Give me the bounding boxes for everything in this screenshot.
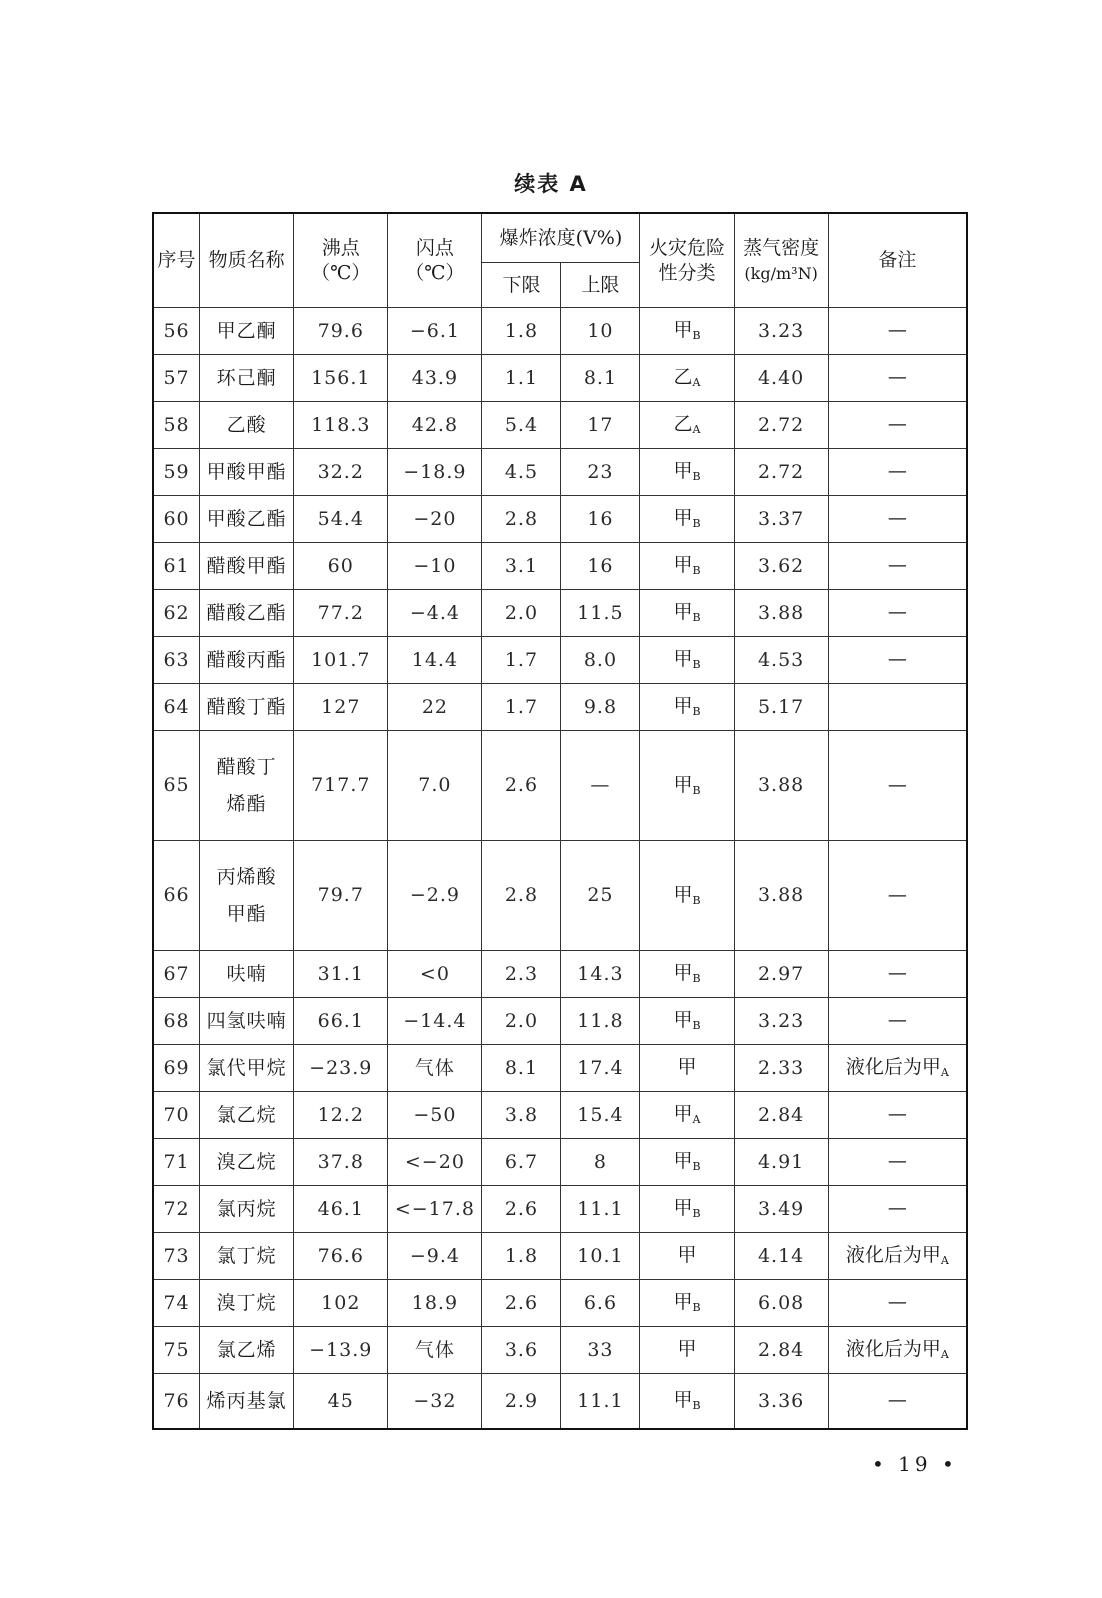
cell-name: 呋喃 xyxy=(200,951,294,998)
header-note: 备注 xyxy=(828,213,967,308)
cell-upper: 11.5 xyxy=(561,590,640,637)
cell-upper: 10 xyxy=(561,308,640,355)
cell-vapor: 3.88 xyxy=(734,731,828,841)
cell-name: 醋酸丙酯 xyxy=(200,637,294,684)
cell-vapor: 2.84 xyxy=(734,1092,828,1139)
header-explosion: 爆炸浓度(V%) xyxy=(482,213,640,263)
cell-flash: 气体 xyxy=(388,1327,482,1374)
note-text: — xyxy=(887,883,907,906)
fire-class-main: 甲 xyxy=(673,1009,693,1032)
cell-boil: 127 xyxy=(294,684,388,731)
note-sub: A xyxy=(940,1254,949,1268)
cell-note xyxy=(828,1045,967,1092)
cell-flash: −9.4 xyxy=(388,1233,482,1280)
table-row xyxy=(153,684,967,731)
cell-name-line: 甲酯 xyxy=(226,902,267,925)
cell-note xyxy=(828,449,967,496)
table-row xyxy=(153,449,967,496)
table-row xyxy=(153,998,967,1045)
cell-flash: −6.1 xyxy=(388,308,482,355)
table-row xyxy=(153,637,967,684)
cell-vapor: 3.88 xyxy=(734,590,828,637)
table-row xyxy=(153,1374,967,1430)
cell-boil: 102 xyxy=(294,1280,388,1327)
note-text: — xyxy=(887,507,907,530)
note-text: — xyxy=(887,601,907,624)
fire-class-sub: B xyxy=(692,783,701,797)
cell-no: 68 xyxy=(153,998,200,1045)
cell-note xyxy=(828,841,967,951)
cell-upper: 11.1 xyxy=(561,1186,640,1233)
cell-name: 醋酸乙酯 xyxy=(200,590,294,637)
cell-flash: <−20 xyxy=(388,1139,482,1186)
cell-no: 58 xyxy=(153,402,200,449)
cell-upper: 8.1 xyxy=(561,355,640,402)
cell-lower: 2.6 xyxy=(482,1280,561,1327)
note-text: — xyxy=(887,1291,907,1314)
note-text: — xyxy=(887,1150,907,1173)
table-row xyxy=(153,731,967,841)
cell-vapor: 3.49 xyxy=(734,1186,828,1233)
cell-flash: 18.9 xyxy=(388,1280,482,1327)
cell-fire-class xyxy=(640,1045,734,1092)
cell-fire-class xyxy=(640,308,734,355)
fire-class-main: 乙 xyxy=(673,413,693,436)
note-text: — xyxy=(887,460,907,483)
header-flash-unit: （℃） xyxy=(405,261,465,284)
cell-vapor: 2.72 xyxy=(734,402,828,449)
header-boil xyxy=(294,213,388,308)
cell-flash: 22 xyxy=(388,684,482,731)
fire-class-main: 甲 xyxy=(673,554,693,577)
cell-flash: −2.9 xyxy=(388,841,482,951)
note-text: — xyxy=(887,1389,907,1412)
cell-fire-class xyxy=(640,590,734,637)
header-boil-unit: （℃） xyxy=(311,261,371,284)
cell-no: 59 xyxy=(153,449,200,496)
cell-upper: 14.3 xyxy=(561,951,640,998)
fire-class-sub: B xyxy=(692,611,701,625)
header-flash xyxy=(388,213,482,308)
fire-class-main: 乙 xyxy=(673,366,693,389)
cell-note xyxy=(828,684,967,731)
cell-no: 65 xyxy=(153,731,200,841)
cell-flash: 43.9 xyxy=(388,355,482,402)
cell-flash: −32 xyxy=(388,1374,482,1430)
cell-lower: 1.7 xyxy=(482,637,561,684)
cell-vapor: 3.37 xyxy=(734,496,828,543)
fire-class-main: 甲 xyxy=(677,1338,697,1361)
note-text: 液化后为甲 xyxy=(845,1338,941,1361)
cell-lower: 2.0 xyxy=(482,998,561,1045)
cell-note xyxy=(828,731,967,841)
header-boil-label: 沸点 xyxy=(321,236,360,259)
cell-boil: 77.2 xyxy=(294,590,388,637)
cell-no: 75 xyxy=(153,1327,200,1374)
header-fire-class: 火灾危险性分类 xyxy=(640,213,734,308)
note-text: — xyxy=(887,1103,907,1126)
cell-name: 氯丁烷 xyxy=(200,1233,294,1280)
cell-boil: 156.1 xyxy=(294,355,388,402)
cell-lower: 1.8 xyxy=(482,308,561,355)
table-row xyxy=(153,1280,967,1327)
header-seq: 序号 xyxy=(153,213,200,308)
cell-name: 甲酸甲酯 xyxy=(200,449,294,496)
cell-upper: 6.6 xyxy=(561,1280,640,1327)
cell-note xyxy=(828,1139,967,1186)
table-row xyxy=(153,355,967,402)
cell-no: 64 xyxy=(153,684,200,731)
cell-upper: — xyxy=(561,731,640,841)
fire-class-main: 甲 xyxy=(673,1197,693,1220)
cell-lower: 3.6 xyxy=(482,1327,561,1374)
cell-flash: −14.4 xyxy=(388,998,482,1045)
fire-class-sub: B xyxy=(692,893,701,907)
cell-boil: 46.1 xyxy=(294,1186,388,1233)
cell-vapor: 4.14 xyxy=(734,1233,828,1280)
cell-boil: 12.2 xyxy=(294,1092,388,1139)
fire-class-sub: B xyxy=(692,470,701,484)
cell-vapor: 2.84 xyxy=(734,1327,828,1374)
cell-fire-class xyxy=(640,1327,734,1374)
cell-boil: 32.2 xyxy=(294,449,388,496)
cell-upper: 11.1 xyxy=(561,1374,640,1430)
cell-no: 60 xyxy=(153,496,200,543)
cell-fire-class xyxy=(640,1092,734,1139)
cell-note xyxy=(828,355,967,402)
cell-name-line: 烯酯 xyxy=(226,792,267,815)
cell-boil: 31.1 xyxy=(294,951,388,998)
cell-no: 71 xyxy=(153,1139,200,1186)
cell-note xyxy=(828,496,967,543)
cell-lower: 2.6 xyxy=(482,731,561,841)
cell-vapor: 4.53 xyxy=(734,637,828,684)
table-row xyxy=(153,1045,967,1092)
note-text: 液化后为甲 xyxy=(845,1244,941,1267)
cell-upper: 33 xyxy=(561,1327,640,1374)
cell-note xyxy=(828,1327,967,1374)
note-text: — xyxy=(887,648,907,671)
table-row xyxy=(153,590,967,637)
cell-name: 烯丙基氯 xyxy=(200,1374,294,1430)
cell-flash: −4.4 xyxy=(388,590,482,637)
cell-boil: 45 xyxy=(294,1374,388,1430)
cell-name-line: 醋酸丁 xyxy=(216,756,277,779)
fire-class-sub: A xyxy=(692,1113,701,1127)
fire-class-main: 甲 xyxy=(673,460,693,483)
cell-fire-class xyxy=(640,449,734,496)
cell-lower: 2.6 xyxy=(482,1186,561,1233)
fire-class-main: 甲 xyxy=(673,695,693,718)
fire-class-main: 甲 xyxy=(673,1150,693,1173)
cell-flash: 7.0 xyxy=(388,731,482,841)
note-text: — xyxy=(887,413,907,436)
cell-fire-class xyxy=(640,637,734,684)
cell-note xyxy=(828,308,967,355)
cell-boil: 60 xyxy=(294,543,388,590)
cell-no: 62 xyxy=(153,590,200,637)
cell-fire-class xyxy=(640,355,734,402)
cell-flash: <−17.8 xyxy=(388,1186,482,1233)
fire-class-sub: B xyxy=(692,329,701,343)
cell-name: 溴丁烷 xyxy=(200,1280,294,1327)
cell-note xyxy=(828,998,967,1045)
cell-vapor: 2.72 xyxy=(734,449,828,496)
cell-no: 63 xyxy=(153,637,200,684)
cell-upper: 9.8 xyxy=(561,684,640,731)
cell-upper: 8 xyxy=(561,1139,640,1186)
cell-vapor: 3.62 xyxy=(734,543,828,590)
fire-class-main: 甲 xyxy=(673,1389,693,1412)
fire-class-sub: A xyxy=(692,423,701,437)
cell-upper: 15.4 xyxy=(561,1092,640,1139)
cell-boil: 37.8 xyxy=(294,1139,388,1186)
cell-flash: −20 xyxy=(388,496,482,543)
fire-class-main: 甲 xyxy=(677,1056,697,1079)
cell-no: 70 xyxy=(153,1092,200,1139)
fire-class-sub: B xyxy=(692,1019,701,1033)
header-lower: 下限 xyxy=(482,263,561,308)
header-vapor xyxy=(734,213,828,308)
cell-no: 67 xyxy=(153,951,200,998)
cell-name: 醋酸丁酯 xyxy=(200,684,294,731)
cell-flash: <0 xyxy=(388,951,482,998)
cell-name xyxy=(200,731,294,841)
table-body xyxy=(153,308,967,1430)
cell-flash: −50 xyxy=(388,1092,482,1139)
cell-note xyxy=(828,1280,967,1327)
note-text: — xyxy=(887,319,907,342)
table-row xyxy=(153,496,967,543)
fire-class-main: 甲 xyxy=(673,319,693,342)
cell-note xyxy=(828,1186,967,1233)
cell-name: 氯丙烷 xyxy=(200,1186,294,1233)
cell-fire-class xyxy=(640,1374,734,1430)
cell-no: 76 xyxy=(153,1374,200,1430)
cell-name: 氯乙烷 xyxy=(200,1092,294,1139)
cell-no: 66 xyxy=(153,841,200,951)
cell-lower: 3.1 xyxy=(482,543,561,590)
cell-flash: 42.8 xyxy=(388,402,482,449)
note-sub: A xyxy=(940,1066,949,1080)
cell-fire-class xyxy=(640,841,734,951)
cell-name: 氯乙烯 xyxy=(200,1327,294,1374)
cell-name: 溴乙烷 xyxy=(200,1139,294,1186)
cell-note xyxy=(828,637,967,684)
note-text: — xyxy=(887,962,907,985)
cell-vapor: 5.17 xyxy=(734,684,828,731)
header-flash-label: 闪点 xyxy=(415,236,454,259)
cell-lower: 4.5 xyxy=(482,449,561,496)
cell-name xyxy=(200,841,294,951)
cell-vapor: 4.91 xyxy=(734,1139,828,1186)
fire-class-sub: B xyxy=(692,517,701,531)
cell-fire-class xyxy=(640,1139,734,1186)
cell-boil: 717.7 xyxy=(294,731,388,841)
table-row xyxy=(153,543,967,590)
cell-flash: −18.9 xyxy=(388,449,482,496)
cell-upper: 8.0 xyxy=(561,637,640,684)
cell-flash: 14.4 xyxy=(388,637,482,684)
cell-vapor: 4.40 xyxy=(734,355,828,402)
cell-upper: 17.4 xyxy=(561,1045,640,1092)
cell-upper: 25 xyxy=(561,841,640,951)
fire-class-main: 甲 xyxy=(673,601,693,624)
cell-vapor: 2.97 xyxy=(734,951,828,998)
cell-boil: −23.9 xyxy=(294,1045,388,1092)
note-text: — xyxy=(887,366,907,389)
fire-class-main: 甲 xyxy=(673,962,693,985)
cell-lower: 6.7 xyxy=(482,1139,561,1186)
fire-class-sub: B xyxy=(692,972,701,986)
note-text: — xyxy=(887,773,907,796)
cell-upper: 23 xyxy=(561,449,640,496)
cell-flash: 气体 xyxy=(388,1045,482,1092)
fire-class-sub: B xyxy=(692,564,701,578)
fire-class-sub: A xyxy=(692,376,701,390)
cell-lower: 1.7 xyxy=(482,684,561,731)
cell-boil: 76.6 xyxy=(294,1233,388,1280)
fire-class-main: 甲 xyxy=(673,1103,693,1126)
page-number: • 19 • xyxy=(872,1452,958,1476)
cell-note xyxy=(828,402,967,449)
fire-class-sub: B xyxy=(692,658,701,672)
note-text: — xyxy=(887,554,907,577)
fire-class-sub: B xyxy=(692,1399,701,1413)
table-row xyxy=(153,1327,967,1374)
cell-fire-class xyxy=(640,951,734,998)
header-vapor-label: 蒸气密度 xyxy=(743,236,820,259)
cell-boil: 66.1 xyxy=(294,998,388,1045)
cell-upper: 17 xyxy=(561,402,640,449)
cell-no: 73 xyxy=(153,1233,200,1280)
header-upper: 上限 xyxy=(561,263,640,308)
cell-boil: −13.9 xyxy=(294,1327,388,1374)
cell-lower: 5.4 xyxy=(482,402,561,449)
cell-lower: 8.1 xyxy=(482,1045,561,1092)
fire-class-main: 甲 xyxy=(673,773,693,796)
cell-lower: 2.8 xyxy=(482,496,561,543)
fire-class-main: 甲 xyxy=(677,1244,697,1267)
fire-class-sub: B xyxy=(692,705,701,719)
cell-vapor: 3.23 xyxy=(734,998,828,1045)
cell-name: 醋酸甲酯 xyxy=(200,543,294,590)
cell-note xyxy=(828,1233,967,1280)
table-row xyxy=(153,1139,967,1186)
cell-note xyxy=(828,1374,967,1430)
cell-no: 69 xyxy=(153,1045,200,1092)
cell-fire-class xyxy=(640,1186,734,1233)
cell-no: 57 xyxy=(153,355,200,402)
cell-fire-class xyxy=(640,998,734,1045)
cell-fire-class xyxy=(640,1233,734,1280)
cell-name: 乙酸 xyxy=(200,402,294,449)
header-name: 物质名称 xyxy=(200,213,294,308)
table-row xyxy=(153,841,967,951)
cell-no: 72 xyxy=(153,1186,200,1233)
cell-vapor: 3.88 xyxy=(734,841,828,951)
cell-name: 环己酮 xyxy=(200,355,294,402)
cell-boil: 101.7 xyxy=(294,637,388,684)
cell-fire-class xyxy=(640,402,734,449)
cell-vapor: 2.33 xyxy=(734,1045,828,1092)
fire-class-main: 甲 xyxy=(673,1291,693,1314)
cell-lower: 2.9 xyxy=(482,1374,561,1430)
cell-fire-class xyxy=(640,496,734,543)
cell-name-line: 丙烯酸 xyxy=(216,866,277,889)
cell-vapor: 3.23 xyxy=(734,308,828,355)
cell-name: 氯代甲烷 xyxy=(200,1045,294,1092)
table-row xyxy=(153,402,967,449)
fire-class-main: 甲 xyxy=(673,648,693,671)
cell-lower: 1.1 xyxy=(482,355,561,402)
cell-boil: 118.3 xyxy=(294,402,388,449)
cell-lower: 2.3 xyxy=(482,951,561,998)
cell-note xyxy=(828,543,967,590)
note-text: — xyxy=(887,1009,907,1032)
cell-fire-class xyxy=(640,1280,734,1327)
cell-lower: 1.8 xyxy=(482,1233,561,1280)
cell-fire-class xyxy=(640,543,734,590)
cell-name: 四氢呋喃 xyxy=(200,998,294,1045)
table-row xyxy=(153,951,967,998)
cell-boil: 79.7 xyxy=(294,841,388,951)
fire-class-sub: B xyxy=(692,1301,701,1315)
cell-flash: −10 xyxy=(388,543,482,590)
table-title: 续表 A xyxy=(514,172,588,196)
fire-class-sub: B xyxy=(692,1207,701,1221)
table-row xyxy=(153,1186,967,1233)
note-sub: A xyxy=(940,1348,949,1362)
cell-name: 甲酸乙酯 xyxy=(200,496,294,543)
cell-vapor: 6.08 xyxy=(734,1280,828,1327)
cell-boil: 79.6 xyxy=(294,308,388,355)
fire-class-main: 甲 xyxy=(673,507,693,530)
cell-lower: 3.8 xyxy=(482,1092,561,1139)
note-text: 液化后为甲 xyxy=(845,1056,941,1079)
cell-upper: 16 xyxy=(561,543,640,590)
cell-upper: 16 xyxy=(561,496,640,543)
cell-lower: 2.0 xyxy=(482,590,561,637)
cell-upper: 10.1 xyxy=(561,1233,640,1280)
fire-class-sub: B xyxy=(692,1160,701,1174)
cell-lower: 2.8 xyxy=(482,841,561,951)
cell-no: 74 xyxy=(153,1280,200,1327)
cell-note xyxy=(828,590,967,637)
note-text: — xyxy=(887,1197,907,1220)
cell-fire-class xyxy=(640,684,734,731)
cell-name: 甲乙酮 xyxy=(200,308,294,355)
cell-note xyxy=(828,951,967,998)
cell-fire-class xyxy=(640,731,734,841)
cell-boil: 54.4 xyxy=(294,496,388,543)
table-row xyxy=(153,308,967,355)
cell-no: 56 xyxy=(153,308,200,355)
header-vapor-unit: (kg/m³N) xyxy=(744,263,818,283)
cell-no: 61 xyxy=(153,543,200,590)
cell-vapor: 3.36 xyxy=(734,1374,828,1430)
cell-upper: 11.8 xyxy=(561,998,640,1045)
table-row xyxy=(153,1092,967,1139)
fire-class-main: 甲 xyxy=(673,883,693,906)
cell-note xyxy=(828,1092,967,1139)
data-table xyxy=(152,212,968,1430)
table-row xyxy=(153,1233,967,1280)
